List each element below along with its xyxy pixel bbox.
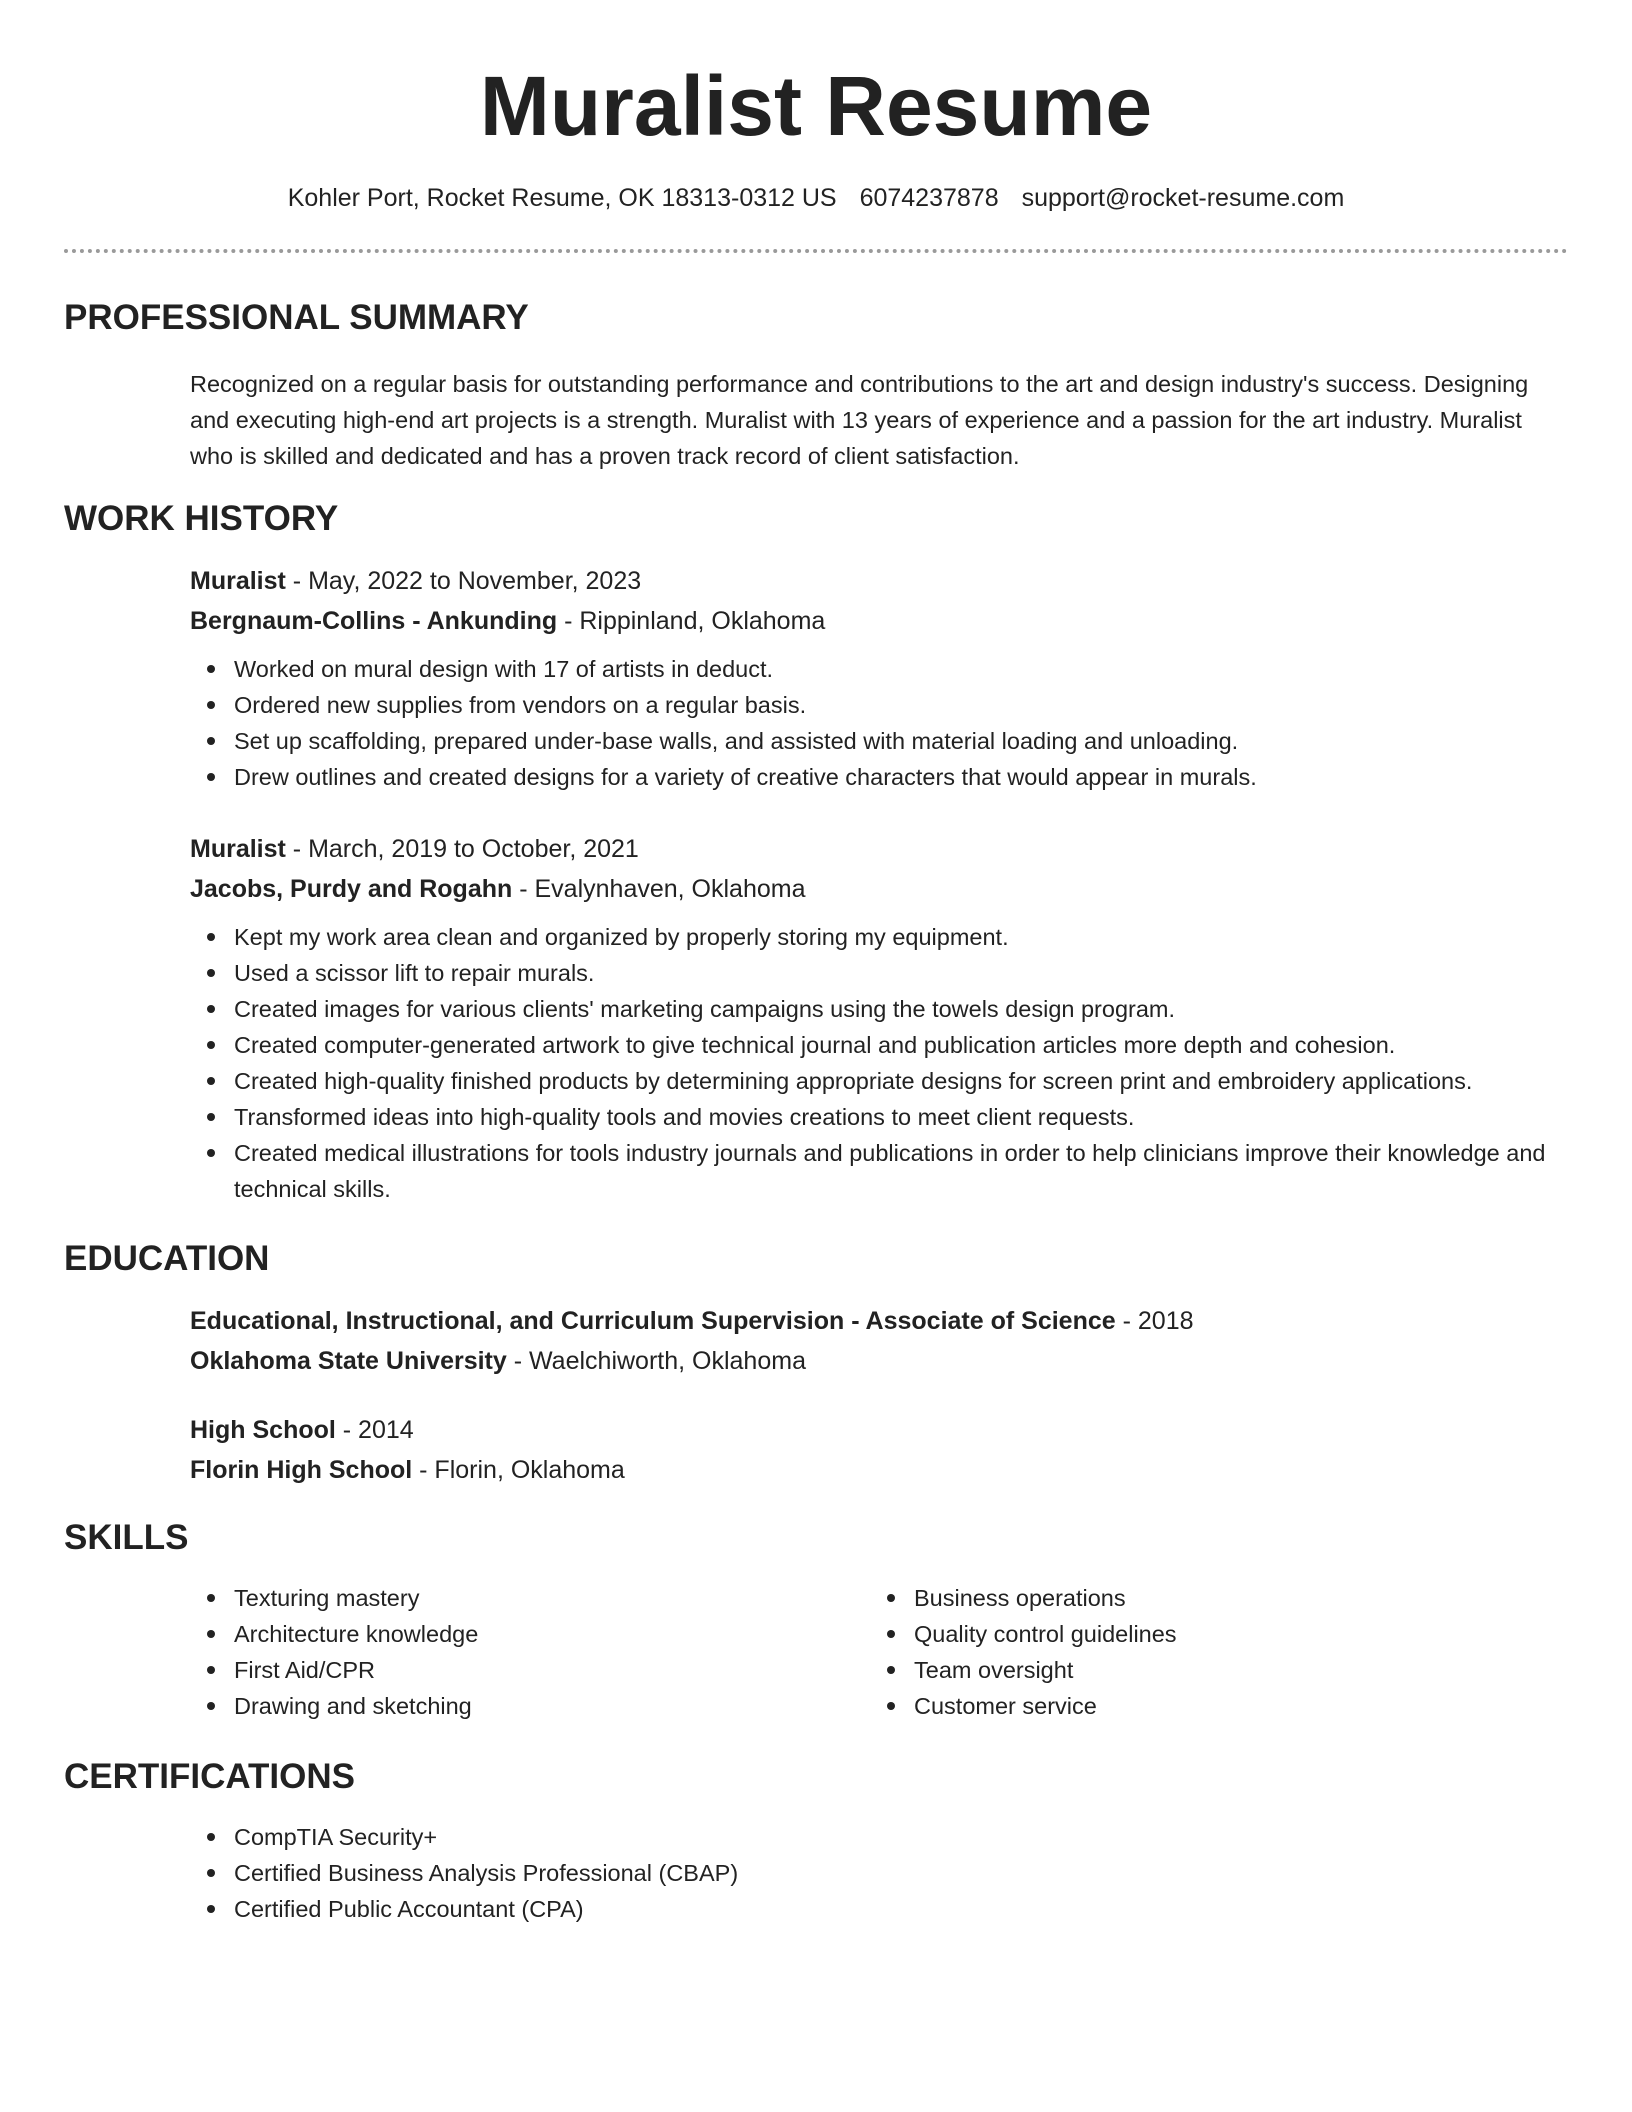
contact-email: support@rocket-resume.com [1021, 184, 1345, 212]
degree: Educational, Instructional, and Curriculum Supervision - Associate of Science [190, 1307, 1116, 1335]
job-company-line [190, 869, 1568, 909]
job-company: Bergnaum-Collins - Ankunding [190, 607, 558, 635]
list-item: Architecture knowledge [234, 1616, 870, 1652]
school-location: - Florin, Oklahoma [412, 1456, 625, 1484]
list-item: Business operations [914, 1580, 1550, 1616]
list-item: Created high-quality finished products by determining appropriate designs for screen print and embroidery applications. [234, 1063, 1568, 1099]
job-dates: - May, 2022 to November, 2023 [285, 567, 642, 595]
header-divider [64, 249, 1568, 253]
degree-line [190, 1301, 1568, 1341]
job-dates: - March, 2019 to October, 2021 [285, 835, 639, 863]
degree-line [190, 1410, 1568, 1450]
certifications-list [190, 1819, 1568, 1927]
list-item: Certified Business Analysis Professional (CBAP) [234, 1855, 1568, 1891]
certifications-heading: CERTIFICATIONS [64, 1757, 356, 1796]
job-entry-1 [190, 561, 1568, 795]
summary-text: Recognized on a regular basis for outstanding performance and contributions to the art and design industry's success. Designing and executing high-end art projects is a strength. Muralist with 13 years of experience and a passion for the art industry. Muralist who is skilled and dedicated and has a proven track record of client satisfaction. [190, 371, 1529, 469]
list-item: Transformed ideas into high-quality tools and movies creations to meet client requests. [234, 1099, 1568, 1135]
list-item: Texturing mastery [234, 1580, 870, 1616]
school: Oklahoma State University [190, 1347, 507, 1375]
school: Florin High School [190, 1456, 413, 1484]
skills-right-column [870, 1580, 1550, 1724]
list-item: Drawing and sketching [234, 1688, 870, 1724]
degree: High School [190, 1416, 336, 1444]
certifications-items [190, 1819, 1568, 1927]
list-item: Set up scaffolding, prepared under-base walls, and assisted with material loading and unloading. [234, 723, 1568, 759]
education-entry-2 [190, 1410, 1568, 1490]
job-company: Jacobs, Purdy and Rogahn [190, 875, 513, 903]
education-heading: EDUCATION [64, 1239, 270, 1278]
school-line [190, 1450, 1568, 1490]
list-item: Created images for various clients' marketing campaigns using the towels design program. [234, 991, 1568, 1027]
list-item: First Aid/CPR [234, 1652, 870, 1688]
job-title-line [190, 561, 1568, 601]
list-item: Kept my work area clean and organized by properly storing my equipment. [234, 919, 1568, 955]
summary-heading: PROFESSIONAL SUMMARY [64, 298, 529, 337]
contact-line [64, 180, 1568, 216]
job-location: - Rippinland, Oklahoma [557, 607, 826, 635]
work-history-heading: WORK HISTORY [64, 499, 339, 538]
degree-year: - 2014 [335, 1416, 414, 1444]
education-entry-1 [190, 1301, 1568, 1381]
job-title-line [190, 829, 1568, 869]
job-company-line [190, 601, 1568, 641]
list-item: Created computer-generated artwork to give technical journal and publication articles more depth and cohesion. [234, 1027, 1568, 1063]
job-location: - Evalynhaven, Oklahoma [512, 875, 806, 903]
job-title: Muralist [190, 835, 286, 863]
list-item: Ordered new supplies from vendors on a regular basis. [234, 687, 1568, 723]
school-line [190, 1341, 1568, 1381]
degree-year: - 2018 [1115, 1307, 1194, 1335]
list-item: Quality control guidelines [914, 1616, 1550, 1652]
contact-phone: 6074237878 [859, 184, 999, 212]
list-item: Drew outlines and created designs for a variety of creative characters that would appear in murals. [234, 759, 1568, 795]
list-item: Created medical illustrations for tools industry journals and publications in order to help clinicians improve their knowledge and technical skills. [234, 1135, 1568, 1207]
list-item: Used a scissor lift to repair murals. [234, 955, 1568, 991]
school-location: - Waelchiworth, Oklahoma [506, 1347, 806, 1375]
list-item: Team oversight [914, 1652, 1550, 1688]
list-item: Certified Public Accountant (CPA) [234, 1891, 1568, 1927]
page-title: Muralist Resume [479, 59, 1153, 153]
job-bullets [190, 919, 1568, 1207]
job-title: Muralist [190, 567, 286, 595]
skills-heading: SKILLS [64, 1518, 189, 1557]
skills-list [190, 1580, 1568, 1724]
contact-address: Kohler Port, Rocket Resume, OK 18313-0312 US [287, 184, 837, 212]
skills-left-column [190, 1580, 870, 1724]
list-item: Worked on mural design with 17 of artists in deduct. [234, 651, 1568, 687]
list-item: CompTIA Security+ [234, 1819, 1568, 1855]
list-item: Customer service [914, 1688, 1550, 1724]
job-bullets [190, 651, 1568, 795]
job-entry-2 [190, 829, 1568, 1207]
